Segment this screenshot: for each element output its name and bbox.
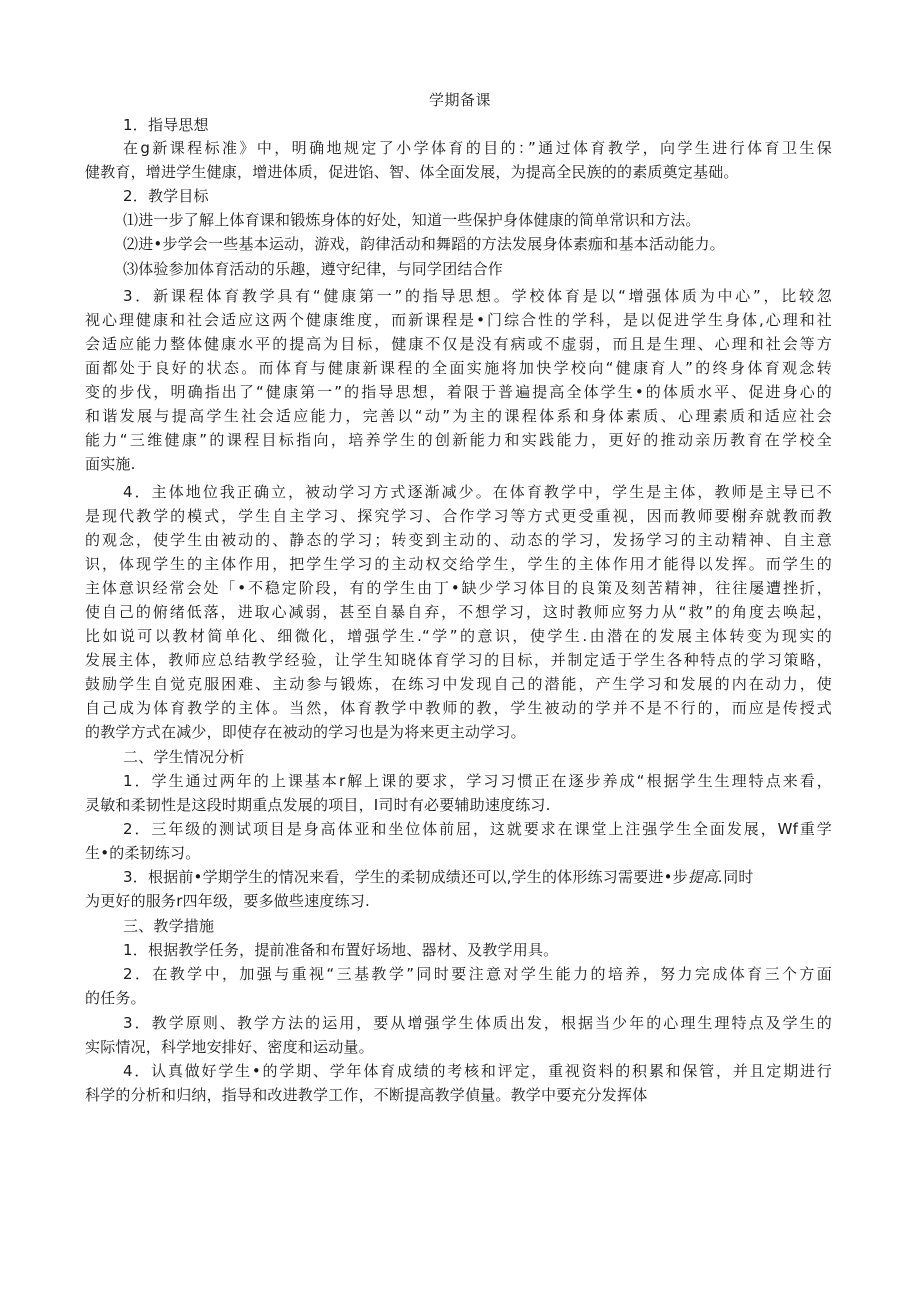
paragraph-line: 使自己的俯绪低落，进取心减弱，甚至自暴自弃，不想学习，这时教师应努力从“救”的角度去唤起，: [85, 603, 832, 621]
paragraph-text: 3．根据前•学期学生的情况来看，学生的柔韧成绩还可以,学生的体形练习需要进•步: [123, 868, 688, 886]
paragraph-line: 视心理健康和社会适应这两个健康维度，而新课程是•门综合性的学科，是以促进学生身体,心理和社: [85, 311, 832, 329]
paragraph-line: 4．主体地位我正确立，被动学习方式逐渐减少。在体育教学中，学生是主体，教师是主导已不: [123, 483, 832, 501]
paragraph-line: 识，体现学生的主体作用，把学生学习的主动权交给学生，学生的主体作用才能得以发挥。而学生的: [85, 555, 832, 573]
paragraph-line: 2．三年级的测试项目是身高体亚和坐位体前屈，这就要求在课堂上注强学生全面发展，Wf重学: [123, 820, 832, 838]
paragraph-line: 会适应能力整体健康水平的提高为目标，健康不仅是没有病或不虚弱，而且是生理、心理和社会等方: [85, 335, 832, 353]
paragraph-line: 和谐发展与提高学生社会适应能力，完善以“动”为主的课程体系和身体素质、心理素质和适应社会: [85, 407, 832, 425]
goal-item-2: ⑵进•步学会一些基本运动，游戏，韵律活动和舞蹈的方法发展身体素痂和基本活动能力。: [123, 235, 725, 253]
paragraph-line: 能力“三维健康”的课程目标指向，培养学生的创新能力和实践能力，更好的推动亲历教育在学校全: [85, 431, 832, 449]
paragraph-line: 自己成为体育教学的主体。当然，体育教学中教师的教，学生被动的学并不是不行的，而应是传授式: [85, 699, 832, 717]
document-title: 学期备课: [428, 91, 491, 109]
paragraph-line: 生•的柔韧练习。: [85, 844, 201, 862]
section-1-heading: 1．指导思想: [123, 116, 209, 134]
paragraph-line: 比如说可以教材简单化、细微化，增强学生.“学”的意识，使学生.由潜在的发展主体转变为现实的: [85, 627, 832, 645]
paragraph-line: 3．新课程体育教学具有“健康第一”的指导思想。学校体育是以“增强体质为中心”，比较忽: [123, 287, 832, 305]
section-heading-student-analysis: 二、学生情况分析: [123, 748, 245, 766]
paragraph-line: 面都处于良好的状态。而体育与健康新课程的全面实施将加快学校向“健康育人”的终身体育观念转: [85, 359, 832, 377]
italic-text: 提高.: [687, 868, 724, 886]
goal-item-3: ⑶体验参加体育活动的乐趣，遵守纪律，与同学团结合作: [123, 260, 504, 278]
paragraph-line: 实际情况，科学地安排好、密度和运动量。: [85, 1038, 374, 1056]
paragraph-line: 的教学方式在减少，即使存在被动的学习也是为将来更主动学习。: [85, 723, 526, 741]
paragraph-line: 4．认真做好学生•的学期、学年体育成绩的考核和评定，重视资料的积累和保管，并且定期进行: [123, 1062, 832, 1080]
paragraph-line: 为更好的服务r四年级，要多做些速度练习.: [85, 892, 370, 910]
paragraph-line: 1．学生通过两年的上课基本r解上课的要求，学习习惯正在逐步养成“根据学生生理特点来看，: [123, 772, 832, 790]
paragraph-line: 变的步伐，明确指出了“健康第一”的指导思想，着限于普遍提高全体学生•的体质水平、促进身心的: [85, 383, 832, 401]
paragraph-line: 健教育，增进学生健康，增进体质，促进馅、智、体全面发展，为提高全民族的的素质奠定基础。: [85, 163, 739, 181]
paragraph-line: 的观念，使学生由被动的、静态的学习；转变到主动的、动态的学习，发扬学习的主动精神、自主意: [85, 531, 832, 549]
paragraph-line: 主体意识经常会处「•不稳定阶段，有的学生由丁•缺少学习体目的良策及刻苦精神，往往屡遭挫折，: [85, 579, 832, 597]
paragraph-line: [123, 866, 754, 888]
paragraph-line: 在g新课程标准》中，明确地规定了小学体育的目的：”通过体育教学，向学生进行体育卫生保: [123, 139, 832, 157]
paragraph-line: 3．教学原则、教学方法的运用，要从增强学生体质出发，根据当少年的心理生理特点及学生的: [123, 1014, 832, 1032]
paragraph-line: 的任务。: [85, 989, 146, 1007]
paragraph-line: 1．根据教学任务，提前准备和布置好场地、器材、及教学用具。: [123, 941, 559, 959]
section-2-heading: 2．教学目标: [123, 187, 209, 205]
paragraph-line: 是现代教学的模式，学生自主学习、探究学习、合作学习等方式更受重视，因而教师要榭弃就教而教: [85, 507, 832, 525]
paragraph-text: 同时: [723, 868, 754, 886]
paragraph-line: 2．在教学中，加强与重视“三基教学”同时要注意对学生能力的培养，努力完成体育三个方面: [123, 965, 832, 983]
paragraph-line: 鼓励学生自觉克服困难、主动参与锻炼，在练习中发现自己的潜能，产生学习和发展的内在动力，使: [85, 675, 832, 693]
section-heading-teaching-measures: 三、教学措施: [123, 917, 215, 935]
paragraph-line: 灵敏和柔韧性是这段时期重点发展的项目，I司时有必要辅助速度练习.: [85, 796, 551, 814]
paragraph-line: 面实施.: [85, 455, 136, 473]
goal-item-1: ⑴进一步了解上体育课和锻炼身体的好处，知道一些保护身体健康的简单常识和方法。: [123, 211, 701, 229]
paragraph-line: 发展主体，教师应总结教学经验，让学生知晓体育学习的目标，并制定适于学生各种特点的学习策略，: [85, 651, 832, 669]
paragraph-line: 科学的分析和归纳，指导和改进教学工作，不断提高教学偵量。教学中要充分发挥体: [85, 1086, 648, 1104]
